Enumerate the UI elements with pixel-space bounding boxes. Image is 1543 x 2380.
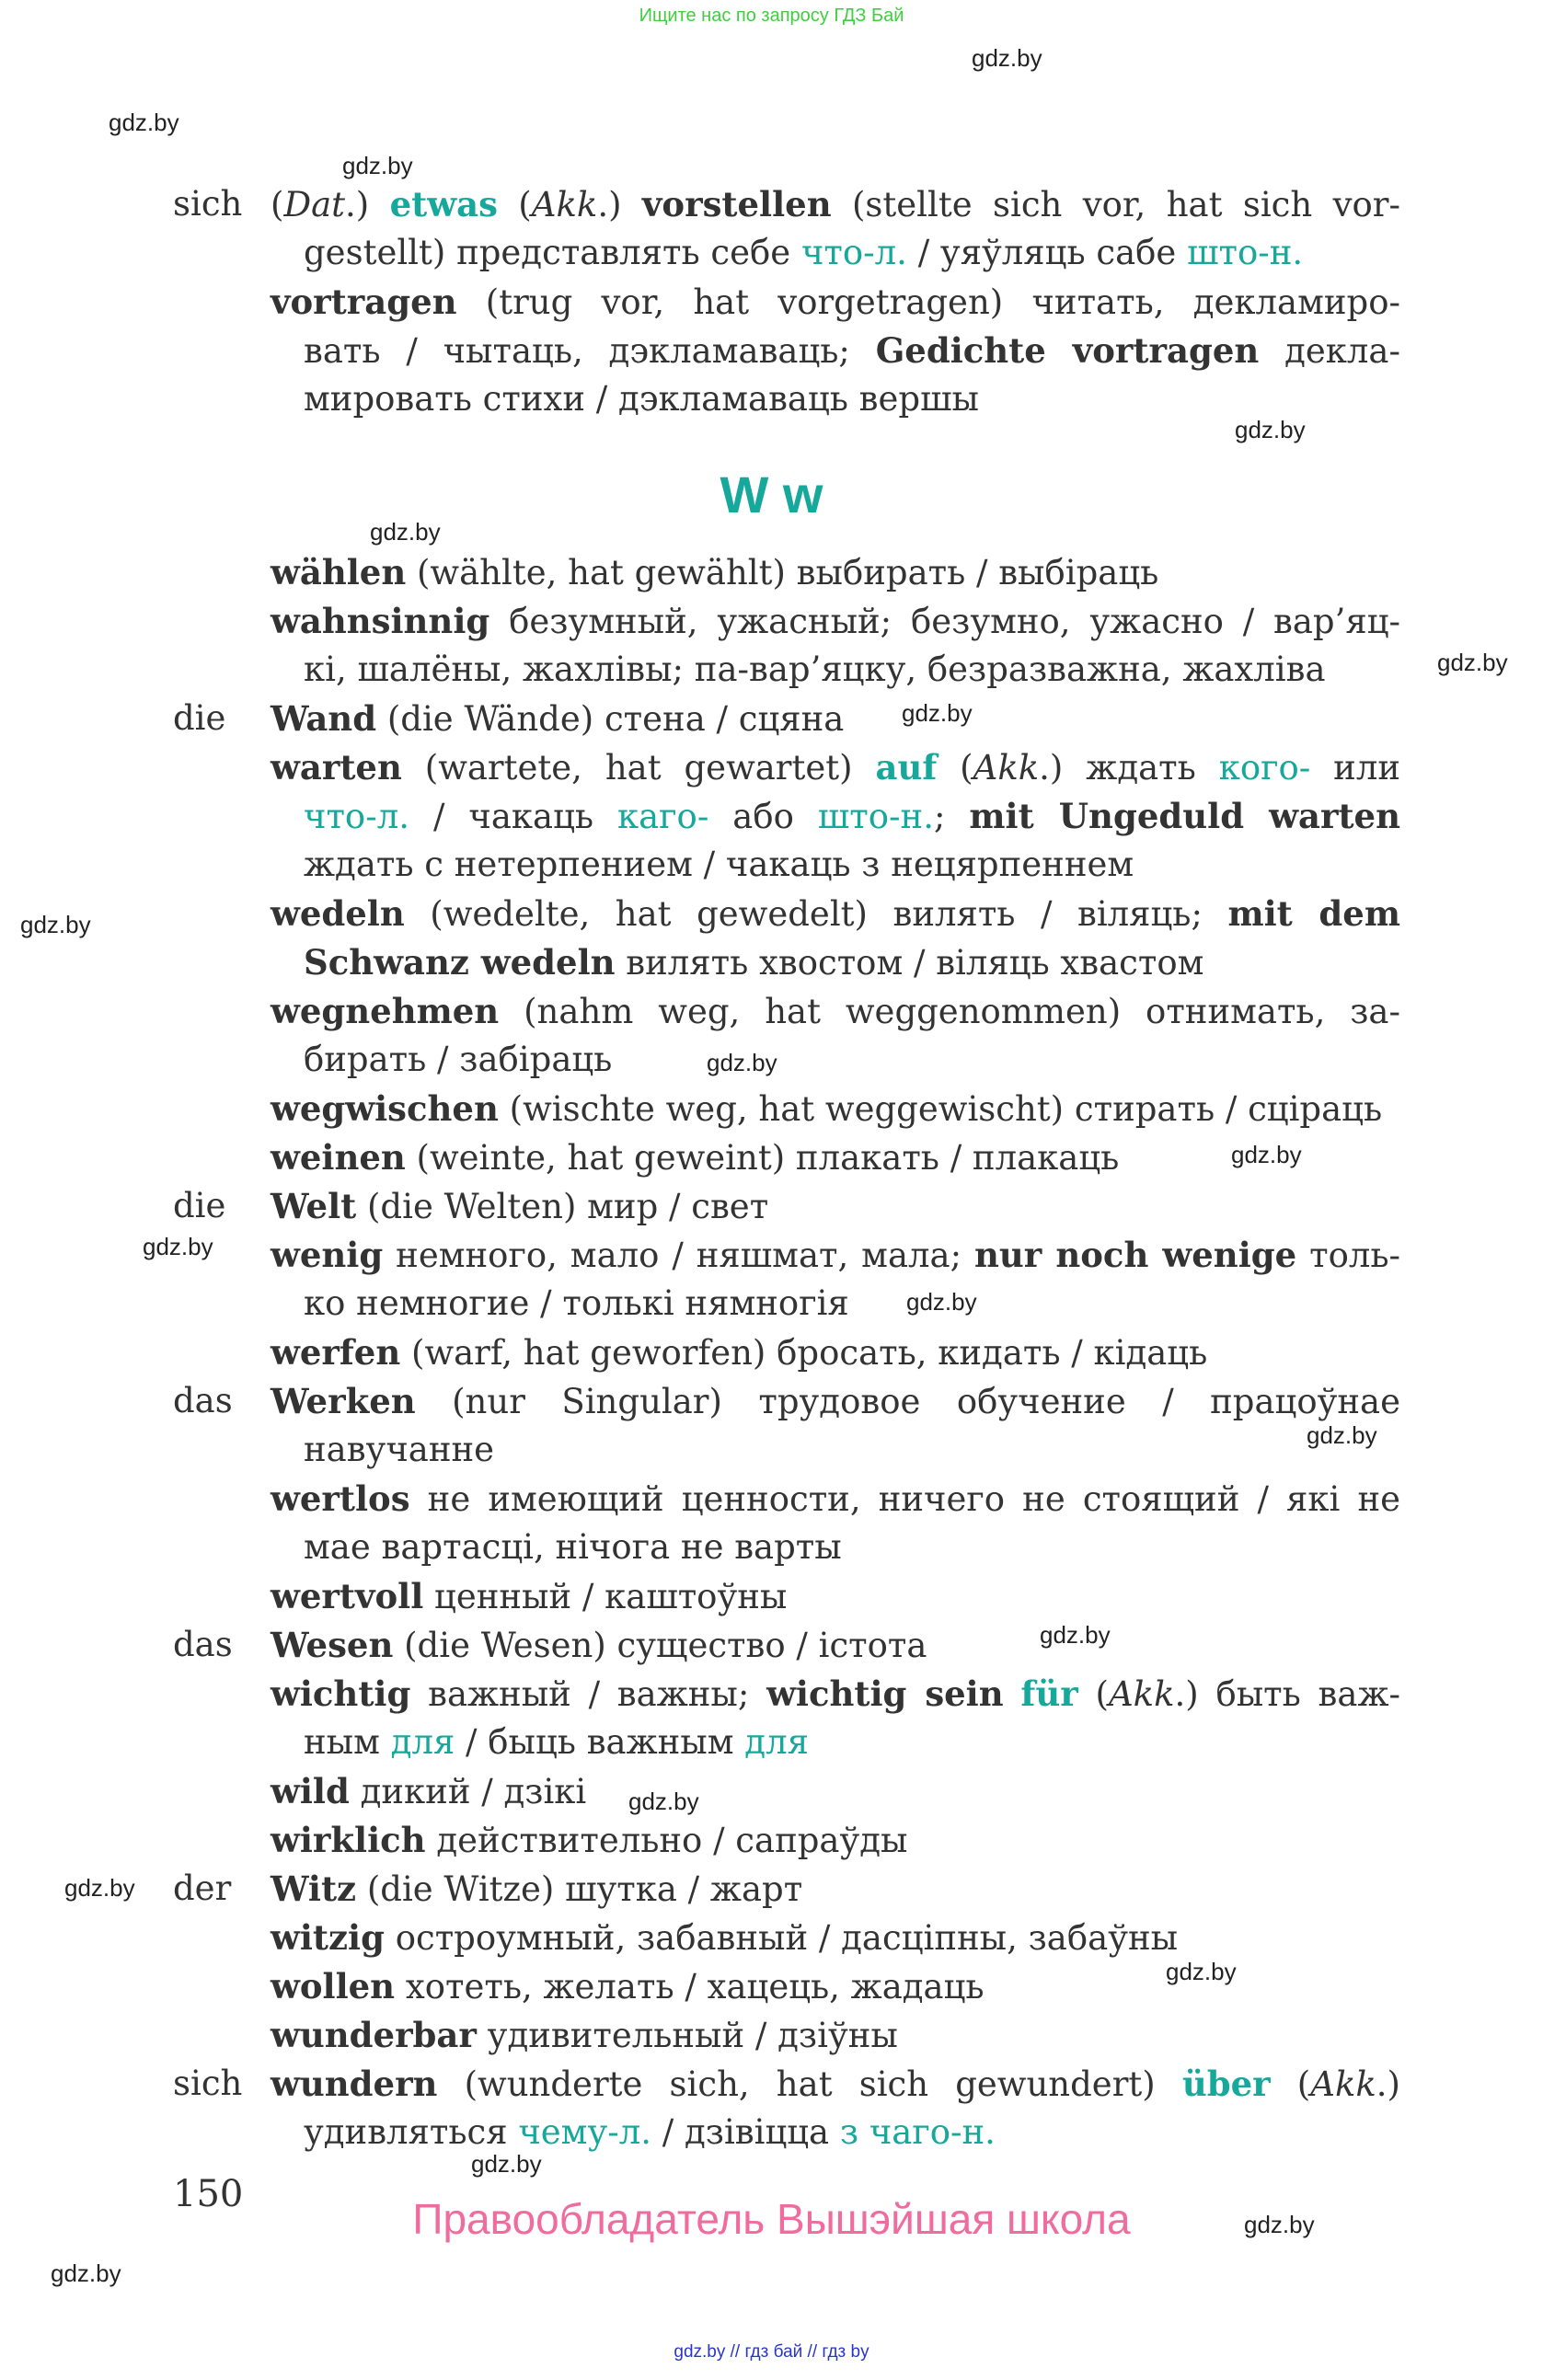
entry-text: (die Wände) стена / сцяна xyxy=(376,699,845,739)
entry-line xyxy=(271,1235,1400,1275)
headword: vorstellen xyxy=(641,184,832,224)
entry-continuation-line xyxy=(304,1283,849,1323)
entry-line xyxy=(271,991,1400,1031)
entry-text: / дзівіцца xyxy=(651,2112,840,2152)
entry-line xyxy=(271,1088,1382,1129)
headword: Schwanz wedeln xyxy=(304,942,616,983)
entry-text: ( xyxy=(497,185,532,224)
watermark: gdz.by xyxy=(1437,649,1508,676)
entry-line xyxy=(271,1381,1400,1421)
headword: wegnehmen xyxy=(271,991,500,1031)
entry-text: (warf, hat geworfen) бросать, кидать / кідаць xyxy=(400,1333,1208,1373)
headword: wedeln xyxy=(271,893,405,934)
entry-text: ( xyxy=(1077,1674,1109,1714)
entry-text: або xyxy=(708,797,818,836)
entry-continuation-line xyxy=(304,379,979,419)
entry-text: безумный, ужасный; безумно, ужасно / вар’яц- xyxy=(489,602,1400,641)
entry-text: ( xyxy=(937,748,973,788)
entry-text: / уяўляць сабе xyxy=(906,233,1188,272)
watermark: gdz.by xyxy=(707,1049,777,1076)
object-marker: для xyxy=(744,1722,809,1762)
entry-text: (wischte weg, hat weggewischt) стирать / сціраць xyxy=(498,1089,1383,1129)
object-marker: что-л. xyxy=(304,797,409,836)
headword: warten xyxy=(271,747,402,788)
headword: wichtig xyxy=(271,1673,411,1714)
headword: wertvoll xyxy=(271,1576,424,1616)
watermark: gdz.by xyxy=(1231,1141,1302,1168)
entry-line xyxy=(271,601,1400,641)
object-marker: каго- xyxy=(616,797,709,836)
entry-text: (weinte, hat geweint) плакать / плакаць xyxy=(405,1138,1120,1178)
entry-text: ценный / каштоўны xyxy=(423,1577,788,1616)
object-marker: з чаго-н. xyxy=(839,2112,996,2152)
headword: wundern xyxy=(271,2064,438,2104)
headword: Welt xyxy=(271,1186,357,1226)
headword: Gedichte vortragen xyxy=(875,330,1260,371)
entry-continuation-line xyxy=(304,942,1203,983)
entry-line xyxy=(271,1917,1178,1958)
object-marker: чему-л. xyxy=(518,2112,652,2152)
entry-article: der xyxy=(173,1868,232,1908)
page-number: 150 xyxy=(173,2173,244,2215)
entry-line xyxy=(271,2064,1400,2104)
entry-text: удивляться xyxy=(304,2112,519,2152)
entry-line xyxy=(271,1186,768,1226)
entry-continuation-line xyxy=(304,796,1400,836)
entry-text: (die Witze) шутка / жарт xyxy=(356,1869,803,1909)
watermark: gdz.by xyxy=(471,2150,542,2178)
bottom-links[interactable]: gdz.by // гдз бай // гдз by xyxy=(674,2342,869,2362)
headword: vortragen xyxy=(271,282,457,322)
headword: Werken xyxy=(271,1381,416,1421)
entry-line xyxy=(271,1137,1119,1178)
entry-line xyxy=(271,1820,908,1860)
entry-text: / быць важным xyxy=(455,1722,745,1762)
entry-text: ; xyxy=(933,797,970,836)
entry-continuation-line xyxy=(304,1430,494,1469)
entry-text: gestellt) представлять себе xyxy=(304,233,801,272)
entry-text: (wartete, hat gewartet) xyxy=(401,748,876,788)
entry-text: мировать стихи / дэкламаваць вершы xyxy=(304,379,979,419)
entry-text: действительно / сапраўды xyxy=(425,1821,908,1860)
entry-text: ждать с нетерпением / чакаць з нецярпеннем xyxy=(304,845,1134,884)
entry-continuation-line xyxy=(304,233,1303,272)
entry-text: .) ждать xyxy=(1039,748,1219,788)
entry-line xyxy=(271,282,1400,322)
entry-text: .) xyxy=(597,185,642,224)
watermark: gdz.by xyxy=(64,1874,135,1902)
entry-text: (die Wesen) существо / істота xyxy=(393,1626,927,1665)
entry-continuation-line xyxy=(304,330,1400,371)
headword: wählen xyxy=(271,552,407,592)
case-abbreviation: Akk xyxy=(973,748,1040,788)
entry-line xyxy=(271,1576,787,1616)
entry-line xyxy=(271,1868,802,1909)
preposition: etwas xyxy=(389,184,498,224)
entry-text: / чакаць xyxy=(409,797,617,836)
headword: werfen xyxy=(271,1332,401,1373)
entry-article: die xyxy=(173,698,226,738)
entry-text: ( xyxy=(271,185,284,224)
watermark: gdz.by xyxy=(109,109,179,136)
entry-line xyxy=(271,1771,586,1811)
watermark: gdz.by xyxy=(370,518,441,546)
entry-line xyxy=(271,552,1158,592)
entry-line xyxy=(271,1478,1400,1519)
preposition: über xyxy=(1181,2064,1271,2104)
entry-line xyxy=(271,893,1400,934)
rights-holder: Правообладатель Вышэйшая школа xyxy=(412,2195,1131,2243)
case-abbreviation: Akk xyxy=(1108,1674,1175,1714)
headword: wunderbar xyxy=(271,2015,477,2055)
preposition: auf xyxy=(875,747,938,788)
entry-text: (stellte sich vor, hat sich vor- xyxy=(831,185,1400,224)
entry-text: хотеть, желать / хацець, жадаць xyxy=(395,1967,985,2006)
entry-article: das xyxy=(173,1625,233,1664)
entry-text: важный / важны; xyxy=(410,1674,767,1714)
entry-text: (wählte, hat gewählt) выбирать / выбіраць xyxy=(406,553,1159,592)
entry-line xyxy=(271,2015,898,2055)
watermark: gdz.by xyxy=(143,1233,213,1260)
entry-line xyxy=(271,1332,1207,1373)
entry-text: .) быть важ- xyxy=(1174,1674,1400,1714)
headword: witzig xyxy=(271,1917,385,1958)
watermark: gdz.by xyxy=(20,911,91,938)
watermark: gdz.by xyxy=(1244,2211,1315,2238)
entry-text: ным xyxy=(304,1722,391,1762)
object-marker: что-л. xyxy=(800,233,907,272)
entry-text: ( xyxy=(1270,2064,1311,2104)
headword: wichtig sein xyxy=(766,1673,1004,1714)
entry-continuation-line xyxy=(304,650,1326,689)
object-marker: што-н. xyxy=(817,797,934,836)
entry-text: бирать / забіраць xyxy=(304,1040,613,1079)
entry-text: (wedelte, hat gewedelt) вилять / віляць; xyxy=(404,894,1228,934)
entry-line xyxy=(271,1673,1400,1714)
headword: wertlos xyxy=(271,1478,410,1519)
headword: wahnsinnig xyxy=(271,601,490,641)
entry-text xyxy=(1004,1674,1021,1714)
headword: Wand xyxy=(271,698,377,739)
headword: wollen xyxy=(271,1966,396,2006)
entry-article: das xyxy=(173,1381,233,1420)
watermark: gdz.by xyxy=(1166,1958,1237,1985)
watermark: gdz.by xyxy=(628,1788,699,1815)
watermark: gdz.by xyxy=(51,2259,121,2287)
entry-text: не имеющий ценности, ничего не стоящий / які не xyxy=(409,1479,1400,1519)
entry-text: (die Welten) мир / свет xyxy=(356,1187,769,1226)
object-marker: для xyxy=(390,1722,455,1762)
entry-text: удивительный / дзіўны xyxy=(476,2016,898,2055)
entry-text: навучанне xyxy=(304,1430,495,1469)
object-marker: што-н. xyxy=(1187,233,1304,272)
entry-text: (nur Singular) трудовое обучение / працоўнае xyxy=(415,1382,1400,1421)
preposition: für xyxy=(1020,1673,1078,1714)
entry-text: (trug vor, hat vorgetragen) читать, декламиро- xyxy=(456,282,1400,322)
entry-text: ко немногие / толькі нямногія xyxy=(304,1283,849,1323)
entry-text: кі, шалёны, жахлівы; па-вар’яцку, безразважна, жахліва xyxy=(304,650,1326,689)
case-abbreviation: Akk xyxy=(531,185,598,224)
entry-text: остроумный, забавный / дасціпны, забаўны xyxy=(384,1918,1179,1958)
entry-text: немного, мало / няшмат, мала; xyxy=(383,1236,974,1275)
headword: Witz xyxy=(271,1868,357,1909)
entry-continuation-line xyxy=(304,1527,842,1567)
entry-continuation-line xyxy=(304,1040,612,1079)
entry-line xyxy=(271,1966,985,2006)
headword: wild xyxy=(271,1771,350,1811)
entry-text: мае вартасці, нічога не варты xyxy=(304,1527,842,1567)
case-abbreviation: Dat xyxy=(283,185,346,224)
headword: wegwischen xyxy=(271,1088,499,1129)
entry-text: или xyxy=(1310,748,1400,788)
watermark: gdz.by xyxy=(972,44,1042,72)
entry-continuation-line xyxy=(304,1722,809,1762)
top-search-note[interactable]: Ищите нас по запросу ГДЗ Бай xyxy=(639,6,904,26)
watermark: gdz.by xyxy=(1307,1421,1377,1449)
section-heading: W w xyxy=(720,466,823,523)
watermark: gdz.by xyxy=(902,699,973,727)
entry-article: sich xyxy=(173,2064,243,2103)
headword: nur noch wenige xyxy=(973,1235,1297,1275)
entry-line xyxy=(271,1625,927,1665)
headword: weinen xyxy=(271,1137,406,1178)
case-abbreviation: Akk xyxy=(1310,2064,1376,2104)
entry-text: вилять хвостом / віляць хвастом xyxy=(615,943,1204,983)
entry-text: (wunderte sich, hat sich gewundert) xyxy=(437,2064,1182,2104)
watermark: gdz.by xyxy=(1235,416,1306,443)
headword: mit dem xyxy=(1227,893,1400,934)
entry-text: толь- xyxy=(1296,1236,1401,1275)
entry-article: sich xyxy=(173,184,243,224)
headword: Wesen xyxy=(271,1625,394,1665)
entry-text: дикий / дзікі xyxy=(349,1772,587,1811)
entry-text: .) xyxy=(1376,2064,1400,2104)
entry-text: (nahm weg, hat weggenommen) отнимать, за- xyxy=(499,992,1400,1031)
entry-article: die xyxy=(173,1186,226,1225)
entry-continuation-line xyxy=(304,2112,996,2152)
entry-continuation-line xyxy=(304,845,1134,884)
headword: mit Ungeduld warten xyxy=(969,796,1400,836)
watermark: gdz.by xyxy=(1040,1621,1111,1649)
object-marker: кого- xyxy=(1218,748,1311,788)
watermark: gdz.by xyxy=(906,1288,977,1316)
entry-text: декла- xyxy=(1259,331,1400,371)
entry-text: .) xyxy=(345,185,390,224)
entry-text: вать / чытаць, дэкламаваць; xyxy=(304,331,876,371)
watermark: gdz.by xyxy=(342,152,413,179)
entry-line xyxy=(271,184,1400,224)
entry-line xyxy=(271,747,1400,788)
headword: wenig xyxy=(271,1235,384,1275)
entry-line xyxy=(271,698,844,739)
headword: wirklich xyxy=(271,1820,426,1860)
